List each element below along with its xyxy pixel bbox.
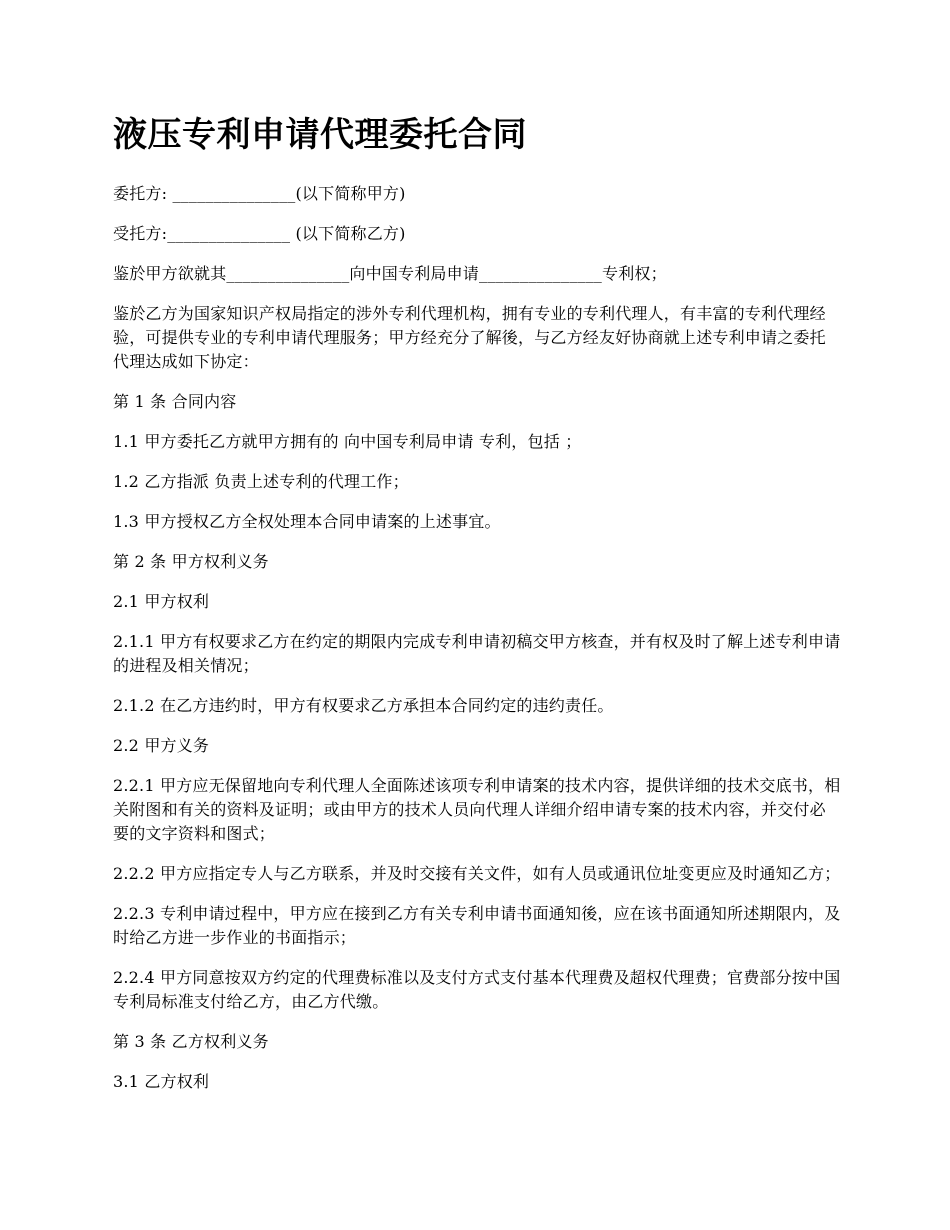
recital-agency-qualification: 鉴於乙方为国家知识产权局指定的涉外专利代理机构，拥有专业的专利代理人，有丰富的专利代理经验，可提供专业的专利申请代理服务；甲方经充分了解後，与乙方经友好协商就上述专利申请之委托代理达成如下协定： <box>113 304 826 371</box>
clause-2-1: 2.1 甲方权利 <box>113 592 210 611</box>
document-title: 液压专利申请代理委托合同 <box>113 115 527 155</box>
contract-document <box>113 112 841 1110</box>
clause-1-2: 1.2 乙方指派 负责上述专利的代理工作； <box>113 472 409 491</box>
clause-1-3: 1.3 甲方授权乙方全权处理本合同申请案的上述事宜。 <box>113 512 501 531</box>
client-party-line: 委托方: _______________(以下简称甲方) <box>113 184 406 203</box>
clause-2-2-1: 2.2.1 甲方应无保留地向专利代理人全面陈述该项专利申请案的技术内容，提供详细的技术交底书，相关附图和有关的资料及证明；或由甲方的技术人员向代理人详细介绍申请专案的技术内容，并交付必要的文字资料和图式； <box>113 776 841 843</box>
recital-patent-application: 鉴於甲方欲就其_______________向中国专利局申请_______________专利权； <box>113 264 667 283</box>
clause-2-2-4: 2.2.4 甲方同意按双方约定的代理费标准以及支付方式支付基本代理费及超权代理费；官费部分按中国专利局标准支付给乙方，由乙方代缴。 <box>113 968 841 1011</box>
clause-2-2-2: 2.2.2 甲方应指定专人与乙方联系，并及时交接有关文件，如有人员或通讯位址变更应及时通知乙方； <box>113 864 841 883</box>
clause-2-1-1: 2.1.1 甲方有权要求乙方在约定的期限内完成专利申请初稿交甲方核查，并有权及时了解上述专利申请的进程及相关情况； <box>113 632 841 675</box>
article-1-heading: 第 1 条 合同内容 <box>113 392 237 411</box>
clause-2-2-3: 2.2.3 专利申请过程中，甲方应在接到乙方有关专利申请书面通知後，应在该书面通知所述期限内，及时给乙方进一步作业的书面指示； <box>113 904 841 947</box>
clause-2-1-2: 2.1.2 在乙方违约时，甲方有权要求乙方承担本合同约定的违约责任。 <box>113 696 614 715</box>
article-2-heading: 第 2 条 甲方权利义务 <box>113 552 269 571</box>
clause-3-1: 3.1 乙方权利 <box>113 1072 210 1091</box>
agent-party-line: 受托方:_______________ (以下简称乙方) <box>113 224 406 243</box>
clause-2-2: 2.2 甲方义务 <box>113 736 210 755</box>
article-3-heading: 第 3 条 乙方权利义务 <box>113 1032 269 1051</box>
clause-1-1: 1.1 甲方委托乙方就甲方拥有的 向中国专利局申请 专利，包括 ； <box>113 432 582 451</box>
